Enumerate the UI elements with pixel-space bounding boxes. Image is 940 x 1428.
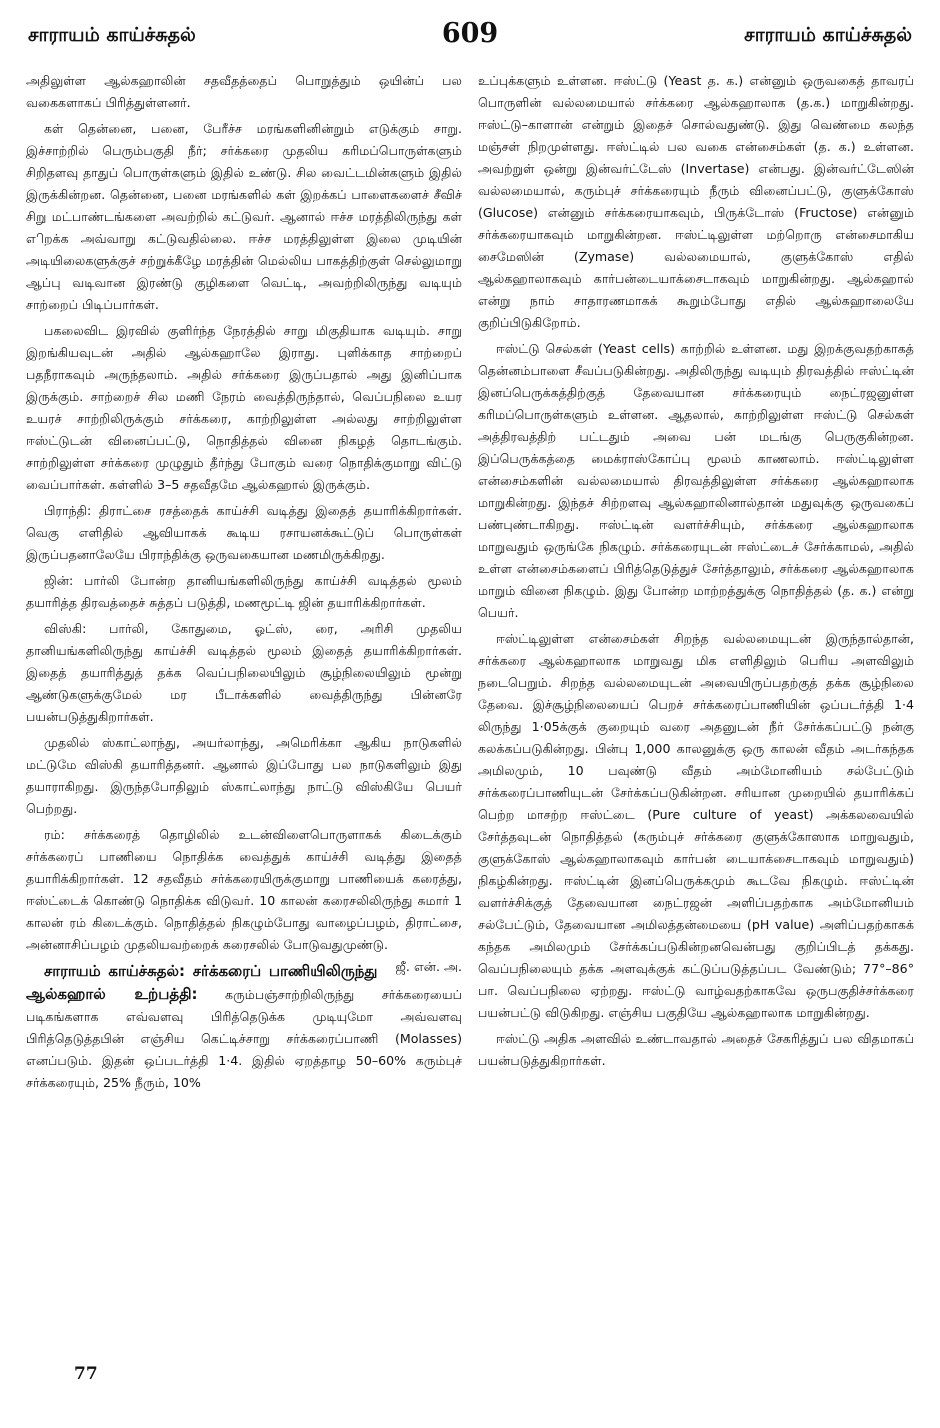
paragraph: பிராந்தி: திராட்சை ரசத்தைக் காய்ச்சி வடித்து இதைத் தயாரிக்கிறார்கள். வெகு எளிதில் ஆவியாகக் கூடிய ரசாயனக்கூட்டுப் பொருள்கள் இருப்பதனாலேயே பிராந்திக்கு ஒருவகையான மணமிருக்கிறது. <box>26 503 462 562</box>
right-column <box>478 70 914 1076</box>
page-number: 609 <box>441 18 499 49</box>
paragraph: ஈஸ்ட்டு அதிக அளவில் உண்டாவதால் அதைச் சேகரித்துப் பல விதமாகப் பயன்படுத்துகிறார்கள். <box>478 1031 914 1068</box>
folio-number: 77 <box>74 1364 98 1384</box>
running-title-right: சாராயம் காய்ச்சுதல் <box>744 24 912 46</box>
paragraph: உப்புக்களும் உள்ளன. ஈஸ்ட்டு (Yeast த. க.) என்னும் ஒருவகைத் தாவரப் பொருளின் வல்லமையால் சர்க்கரை ஆல்கஹாலாக (த.க.) மாறுகின்றது. ஈஸ்ட்டு–காளான் என்றும் இதைச் சொல்வதுண்டு. இது வெண்மை கலந்த மஞ்சள் நிறமுள்ளது. ஈஸ்ட்டில் பல வகை என்சைம்கள் (த. க.) உள்ளன. அவற்றுள் ஒன்று இன்வர்ட்டேஸ் (Invertase) என்பது. இன்வர்ட்டேஸின் வல்லமையால், கரும்புச் சர்க்கரையும் நீரும் வினைப்பட்டு, குளுக்கோஸ் (Glucose) என்னும் சர்க்கரையாகவும், பிருக்டோஸ் (Fructose) என்னும் சர்க்கரையாகவும் மாறுகின்றன. ஈஸ்ட்டிலுள்ள மற்றொரு என்சைமாகிய சைமேஸின் (Zymase) வல்லமையால், குளுக்கோஸ் எதில் ஆல்கஹாலாகவும் கார்பன்டையாக்சைடாகவும் மாறுகின்றது. ஆல்கஹால் என்று நாம் சாதாரணமாகக் கூறும்போது எதில் ஆல்கஹாலையே குறிப்பிடுகிறோம். <box>478 73 914 330</box>
section-paragraph <box>26 960 462 1094</box>
paragraph: ஈஸ்ட்டு செல்கள் (Yeast cells) காற்றில் உள்ளன. மது இறக்குவதற்காகத் தென்னம்பாளை சீவப்படுகின்றது. அதிலிருந்து வடியும் திரவத்தில் ஈஸ்ட்டின் இனப்பெருக்கத்திற்குத் தேவையான சர்க்கரையும் நைட்ரஜனுள்ள கரிமப்பொருள்களும் உள்ளன. ஆதலால், காற்றிலுள்ள ஈஸ்ட்டு செல்கள் அத்திரவத்திற் பட்டதும் அவை பன் மடங்கு பெருகுகின்றன. இப்பெருக்கத்தை மைக்ராஸ்கோப்பு மூலம் காணலாம். ஈஸ்ட்டிலுள்ள என்சைம்களின் வல்லமையால் திரவத்திலுள்ள சர்க்கரை ஆல்கஹாலாக மாறுகின்றது. இந்தச் சிற்றளவு ஆல்கஹாலினால்தான் மதுவுக்கு ஒருவகைப் பண்புண்டாகிறது. ஈஸ்ட்டின் வளர்ச்சியும், சர்க்கரை ஆல்கஹாலாக மாறுவதும் ஒருங்கே நிகழும். சர்க்கரையுடன் ஈஸ்ட்டைச் சேர்க்காமல், அதில் உள்ள என்சைம்களைப் பிரித்தெடுத்துச் சேர்த்தாலும், சர்க்கரை ஆல்கஹாலாக மாறும் வினை நிகழும். இது போன்ற மாற்றத்துக்கு நொதித்தல் (த. க.) என்று பெயர். <box>478 341 914 620</box>
paragraph-text: ரம்: சர்க்கரைத் தொழிலில் உடன்விளைபொருளாகக் கிடைக்கும் சர்க்கரைப் பாணியை நொதிக்க வைத்துக் காய்ச்சி வடித்து இதைத் தயாரிக்கிறார்கள். 12 சதவீதம் சர்க்கரையிருக்குமாறு பாணியைக் கரைத்து, ஈஸ்ட்டைக் கொண்டு நொதிக்க விடுவர். 10 காலன் கரைசலிலிருந்து சுமார் 1 காலன் ரம் கிடைக்கும். நொதித்தல் நிகழும்போது வாழைப்பழம், திராட்சை, அன்னாசிப்பழம் முதலியவற்றைக் கரைசலில் போடுவதுமுண்டு. <box>26 827 462 952</box>
paragraph: கள் தென்னை, பனை, பேரீச்ச மரங்களினின்றும் எடுக்கும் சாறு. இச்சாற்றில் பெரும்பகுதி நீர்; சர்க்கரை முதலிய கரிமப்பொருள்களும் சிறிதளவு தாதுப் பொருள்களும் இதில் உண்டு. சில வைட்டமின்களும் இதில் இருக்கின்றன. தென்னை, பனை மரங்களில் கள் இறக்கப் பாளைகளைச் சீவிச் சிறு மட்பாண்டங்களை அவற்றில் கட்டுவர். ஆனால் ஈச்ச மரத்திலிருந்து கள் எிறக்க அவ்வாறு கட்டுவதில்லை. ஈச்ச மரத்திலுள்ள இலை முடியின் அடியிலைகளுக்குச் சற்றுக்கீழே மரத்தின் மெல்லிய பாகத்திற்குள் செல்லுமாறு ஆப்பு வடிவான இரண்டு குழிகளை வெட்டி, அவற்றிலிருந்து வடியும் சாற்றைப் பிடிப்பார்கள். <box>26 121 462 312</box>
running-title-left: சாராயம் காய்ச்சுதல் <box>28 24 196 46</box>
paragraph: ஈஸ்ட்டிலுள்ள என்சைம்கள் சிறந்த வல்லமையுடன் இருந்தால்தான், சர்க்கரை ஆல்கஹாலாக மாறுவது மிக எளிதிலும் பெரிய அளவிலும் நடைபெறும். சிறந்த வல்லமையுடன் அவையிருப்பதற்குத் தக்க சூழ்நிலை தேவை. இச்சூழ்நிலையைப் பெறச் சர்க்கரைப்பாணியின் ஒப்படர்த்தி 1·4 லிருந்து 1·05க்குக் குறையும் வரை அதனுடன் நீர் சேர்க்கப்பட்டு நன்கு கலக்கப்படுகின்றது. பின்பு 1,000 காலனுக்கு ஒரு காலன் வீதம் அடர்கந்தக அமிலமும், 10 பவுண்டு வீதம் அம்மோனியம் சல்பேட்டும் சர்க்கரைப்பாணியுடன் சேர்க்கப்படுகின்றன. சரியான முறையில் தயாரிக்கப் பெற்ற மாசற்ற ஈஸ்ட்டை (Pure culture of yeast) அக்கலவையில் சேர்த்தவுடன் நொதித்தல் (கரும்புச் சர்க்கரை குளுக்கோஸாக மாறுவதும், குளுக்கோஸ் ஆல்கஹாலாகவும் கார்பன் டையாக்சைடாகவும் மாறுவதும்) நிகழ்கின்றது. ஈஸ்ட்டின் இனப்பெருக்கமும் கூடவே நிகழும். ஈஸ்ட்டின் வளர்ச்சிக்குத் தேவையான நைட்ரஜன் அளிப்பதற்காக அம்மோனியம் சல்பேட்டும், தேவையான அமிலத்தன்மையை (pH value) அளிப்பதற்காகக் கந்தக அமிலமும் சேர்க்கப்படுகின்றனவென்பது குறிப்பிடத் தக்கது. வெப்பநிலையும் தக்க அளவுக்குக் கட்டுப்படுத்தப்பட வேண்டும்; 77°–86° பா. வெப்பநிலை ஏற்றது. ஈஸ்ட்டு வாழ்வதற்காகவே ஒருபகுதிச்சர்க்கரை பயன்பட்டு விடுகிறது. எஞ்சிய பகுதியே ஆல்கஹாலாக மாறுகின்றது. <box>478 631 914 1020</box>
paragraph-text: கரும்பஞ்சாற்றிலிருந்து சர்க்கரையைப் படிகங்களாக எவ்வளவு பிரித்தெடுக்க முடியுமோ அவ்வளவு பிரித்தெடுத்தபின் எஞ்சிய கெட்டிச்சாறு சர்க்கரைப்பாணி (Molasses) எனப்படும். இதன் ஒப்படர்த்தி 1·4. இதில் ஏறத்தாழ 50–60% கரும்புச் சர்க்கரையும், 25% நீரும், 10% <box>26 987 462 1090</box>
running-header <box>28 18 912 58</box>
paragraph: ஜின்: பார்லி போன்ற தானியங்களிலிருந்து காய்ச்சி வடித்தல் மூலம் தயாரித்த திரவத்தைச் சுத்தப் படுத்தி, மணமூட்டி ஜின் தயாரிக்கிறார்கள். <box>26 573 462 610</box>
paragraph-with-signature <box>26 824 462 974</box>
paragraph: விஸ்கி: பார்லி, கோதுமை, ஓட்ஸ், ரை, அரிசி முதலிய தானியங்களிலிருந்து காய்ச்சி வடித்தல் மூலம் இதைத் தயாரிக்கிறார்கள். இதைத் தயாரித்துத் தக்க வெப்பநிலையிலும் சூழ்நிலையிலும் மூன்று ஆண்டுகளுக்குமேல் மர பீடாக்களில் வைத்திருந்து பின்னரே பயன்படுத்துகிறார்கள். <box>26 621 462 724</box>
paragraph: முதலில் ஸ்காட்லாந்து, அயர்லாந்து, அமெரிக்கா ஆகிய நாடுகளில் மட்டுமே விஸ்கி தயாரித்தனர். ஆனால் இப்போது பல நாடுகளிலும் இது தயாராகிறது. இருந்தபோதிலும் ஸ்காட்லாந்து நாட்டு விஸ்கியே பெயர் பெற்றது. <box>26 735 462 816</box>
section-heading: சாராயம் காய்ச்சுதல்: சர்க்கரைப் பாணியிலிருந்து ஆல்கஹால் உற்பத்தி: <box>26 962 378 1003</box>
paragraph: பகலைவிட இரவில் குளிர்ந்த நேரத்தில் சாறு மிகுதியாக வடியும். சாறு இறங்கியவுடன் அதில் ஆல்கஹாலே இராது. புளிக்காத சாற்றைப் பதநீராகவும் அருந்தலாம். அதில் சர்க்கரை இருப்பதால் அது இனிப்பாக இருக்கும். சாற்றைச் சில மணி நேரம் வைத்திருந்தால், வெப்பநிலை உயர உயரச் சாற்றிலிருக்கும் சர்க்கரை, காற்றிலுள்ள அல்லது சாற்றிலுள்ள ஈஸ்ட்டுடன் வினைப்பட்டு, நொதித்தல் வினை நிகழத் தொடங்கும். சாற்றிலுள்ள சர்க்கரை முழுதும் தீர்ந்து போகும் வரை நொதிக்குமாறு விட்டு வைப்பார்கள். கள்ளில் 3–5 சதவீதமே ஆல்கஹால் இருக்கும். <box>26 323 462 492</box>
author-initials: ஜீ. என். அ. <box>395 959 462 974</box>
left-column <box>26 70 462 1098</box>
paragraph: அதிலுள்ள ஆல்கஹாலின் சதவீதத்தைப் பொறுத்தும் ஒயின்ப் பல வகைகளாகப் பிரித்துள்ளனர். <box>26 73 462 110</box>
